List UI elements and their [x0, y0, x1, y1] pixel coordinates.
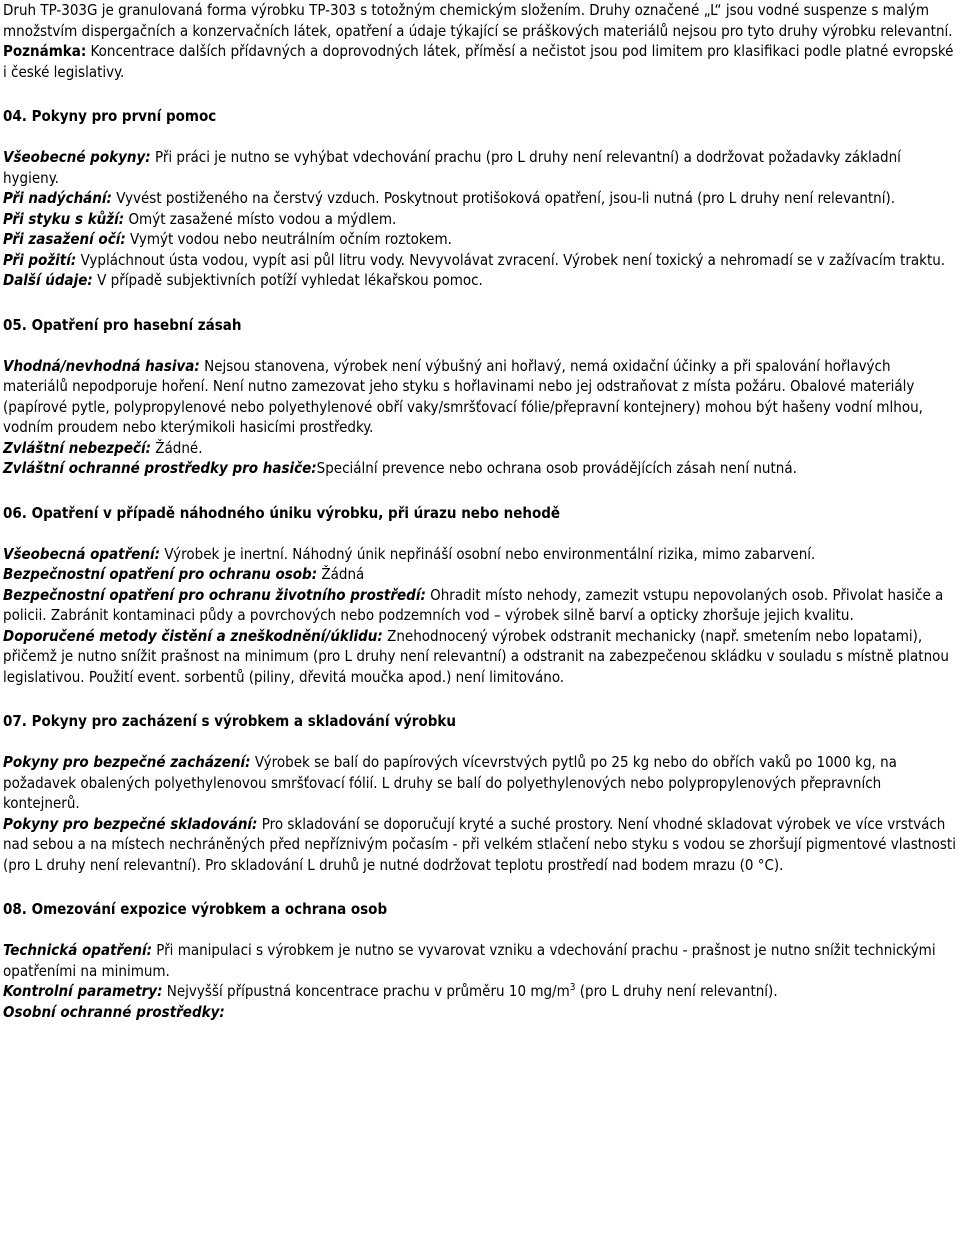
s04-item — [3, 250, 956, 271]
s08-item-label: Kontrolní parametry: — [3, 982, 163, 1000]
s06-item-text: Žádná — [317, 565, 365, 583]
s06-item-text: Ohradit místo nehody, zamezit vstupu nepovolaných osob. Přivolat hasiče a policii. Zabránit kontaminaci půdy a povrchových nebo podzemních vod – výrobek silně barví a opticky zhoršuje jejich kvalitu. — [3, 585, 944, 624]
s06-item-label: Doporučené metody čistění a zneškodnění/úklidu: — [3, 626, 383, 645]
s08-item — [3, 981, 956, 1002]
note-paragraph — [3, 41, 956, 82]
s05-item-label: Vhodná/nevhodná hasiva: — [3, 356, 200, 375]
s08-item-label: Technická opatření: — [3, 941, 152, 959]
s04-item-text: Vymýt vodou nebo neutrálním očním roztokem. — [125, 230, 452, 248]
s04-item-text: Vypláchnout ústa vodou, vypít asi půl litru vody. Nevyvolávat zvracení. Výrobek není toxický a nehromadí se v zažívacím traktu. — [76, 250, 946, 269]
s05-item-text: Speciální prevence nebo ochrana osob provádějících zásah není nutná. — [316, 459, 797, 477]
s04-item — [3, 209, 956, 230]
s04-item-label: Při styku s kůží: — [3, 209, 125, 228]
s08-item-text: Při manipulaci s výrobkem je nutno se vyvarovat vzniku a vdechování prachu - prašnost je nutno snížit technickými opatřeními na minimum. — [3, 941, 936, 980]
s06-item — [3, 544, 956, 565]
section-08-heading: 08. Omezování expozice výrobkem a ochrana osob — [3, 900, 388, 918]
section-06-heading: 06. Opatření v případě náhodného úniku výrobku, při úrazu nebo nehodě — [3, 503, 561, 522]
s08-item-text: Nejvyšší přípustná koncentrace prachu v průměru 10 mg/m — [162, 982, 570, 1000]
section-05-heading: 05. Opatření pro hasební zásah — [3, 315, 242, 334]
s07-item — [3, 814, 956, 876]
s06-item-label: Všeobecná opatření: — [3, 544, 161, 563]
s08-item-label: Osobní ochranné prostředky: — [3, 1002, 225, 1021]
s04-item — [3, 270, 956, 291]
s04-item-label: Při zasažení očí: — [3, 230, 126, 248]
s08-item — [3, 940, 956, 981]
section-07-heading: 07. Pokyny pro zacházení s výrobkem a skladování výrobku — [3, 712, 456, 730]
s05-item-text: Žádné. — [151, 438, 203, 457]
intro-text: Druh TP-303G je granulovaná forma výrobku TP-303 s totožným chemickým složením. Druhy označené „L“ jsou vodné suspenze s malým množstvím dispergačních a konzervačních látek, opatření a údaje týkající se práškových materiálů nejsou pro tyto druhy výrobku relevantní. — [3, 1, 953, 40]
s08-item-text: (pro L druhy není relevantní). — [575, 982, 778, 1000]
s04-item-label: Při požití: — [3, 250, 77, 269]
s04-item-text: Omýt zasažené místo vodou a mýdlem. — [124, 209, 397, 228]
s06-item-label: Bezpečnostní opatření pro ochranu životního prostředí: — [3, 585, 426, 604]
s05-item-text: Nejsou stanovena, výrobek není výbušný ani hořlavý, nemá oxidační účinky a při spalování hořlavých materiálů nepodporuje hoření. Není nutno zamezovat jeho styku s hořlavinami nebo jej odstraňovat z místa požáru. Obalové materiály (papírové pytle, polypropylenové nebo polyethylenové obří vaky/smršťovací fólie/přepravní kontejnery) mohou být hašeny vodní mlhou, vodním proudem nebo kterýmikoli hasicími prostředky. — [3, 356, 923, 436]
s04-item-text: Při práci je nutno se vyhýbat vdechování prachu (pro L druhy není relevantní) a dodržovat požadavky základní hygieny. — [3, 148, 901, 187]
s04-item-text: V případě subjektivních potíží vyhledat lékařskou pomoc. — [92, 271, 483, 289]
s05-item-label: Zvláštní nebezpečí: — [3, 438, 151, 457]
s04-item — [3, 188, 956, 209]
s06-item-label: Bezpečnostní opatření pro ochranu osob: — [3, 565, 318, 583]
s08-item — [3, 1002, 956, 1023]
s05-item — [3, 458, 956, 479]
s04-item-label: Všeobecné pokyny: — [3, 148, 151, 166]
s07-item-text: Výrobek se balí do papírových vícevrstvých pytlů po 25 kg nebo do obřích vaků po 1000 kg, na požadavek obalených polyethylenovou smršťovací fólií. L druhy se balí do polyethylenových nebo polypropylenových přepravních kontejnerů. — [3, 753, 897, 812]
s04-item-text: Vyvést postiženého na čerstvý vzduch. Poskytnout protišoková opatření, jsou-li nutná (pro L druhy není relevantní). — [111, 189, 896, 207]
s07-item-text: Pro skladování se doporučují kryté a suché prostory. Není vhodné skladovat výrobek ve více vrstvách nad sebou a na místech nechráněných před nepříznivým počasím - při velkém stlačení nebo styku s vodou se zhoršují pigmentové vlastnosti (pro L druhy není relevantní). Pro skladování L druhů je nutné dodržovat teplotu prostředí nad bodem mrazu (0 °C). — [3, 814, 956, 874]
section-04-heading: 04. Pokyny pro první pomoc — [3, 107, 217, 125]
s04-item-label: Další údaje: — [3, 271, 93, 289]
s05-item-label: Zvláštní ochranné prostředky pro hasiče: — [3, 459, 317, 477]
intro-paragraph — [3, 0, 956, 41]
s04-item-label: Při nadýchání: — [3, 189, 112, 207]
superscript: 3 — [569, 982, 576, 993]
s04-item — [3, 147, 956, 188]
s04-item — [3, 229, 956, 250]
s05-item — [3, 438, 956, 459]
s07-item — [3, 752, 956, 814]
s06-item — [3, 564, 956, 585]
note-label: Poznámka: — [3, 42, 87, 60]
s06-item-text: Znehodnocený výrobek odstranit mechanicky (např. smetením nebo lopatami), přičemž je nutno snížit prašnost na minimum (pro L druhy není relevantní) a odstranit na zabezpečenou skládku v souladu s místně platnou legislativou. Použití event. sorbentů (piliny, dřevitá moučka apod.) není limitováno. — [3, 626, 949, 686]
s06-item — [3, 585, 956, 626]
s07-item-label: Pokyny pro bezpečné zacházení: — [3, 753, 251, 771]
s06-item-text: Výrobek je inertní. Náhodný únik nepřináší osobní nebo environmentální rizika, mimo zabarvení. — [160, 544, 816, 563]
s07-item-label: Pokyny pro bezpečné skladování: — [3, 814, 258, 833]
s05-item — [3, 356, 956, 438]
note-text: Koncentrace dalších přídavných a doprovodných látek, příměsí a nečistot jsou pod limitem pro klasifikaci podle platné evropské i české legislativy. — [3, 42, 954, 81]
s06-item — [3, 626, 956, 688]
